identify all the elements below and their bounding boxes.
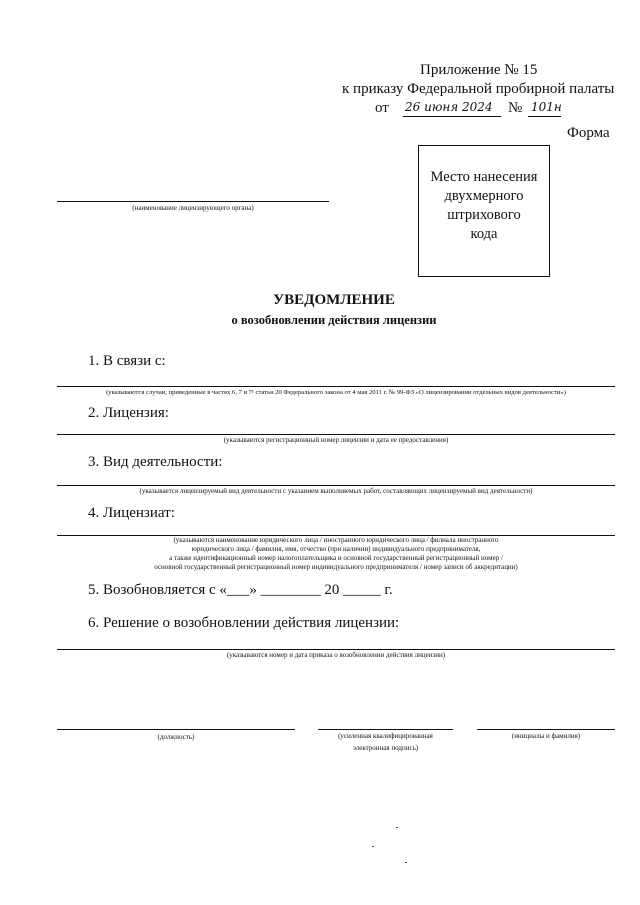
- section-3-label: 3. Вид деятельности:: [88, 454, 223, 470]
- section-4-caption: [57, 536, 615, 572]
- section-1-line: [57, 386, 615, 387]
- authority-caption: (наименование лицензирующего органа): [132, 204, 254, 212]
- section-6-caption: (указываются номер и дата приказа о возобновлении действия лицензии): [226, 651, 446, 659]
- scan-speck: [372, 846, 374, 847]
- signature-line: [318, 729, 453, 730]
- signature-caption-line-1: (усиленная квалифицированная: [338, 732, 433, 740]
- number-underline: [528, 116, 561, 117]
- barcode-line-3: штрихового: [447, 207, 521, 223]
- order-date-line: [375, 99, 615, 119]
- position-line: [57, 729, 295, 730]
- barcode-line-2: двухмерного: [444, 188, 524, 204]
- section-6-line: [57, 649, 615, 650]
- section-4-label: 4. Лицензиат:: [88, 505, 175, 521]
- date-underline: [403, 116, 501, 117]
- section-4-caption-line-3: а также идентификационный номер налогоплательщика и основной государственный регистрационный номер /: [169, 554, 503, 562]
- document-title: УВЕДОМЛЕНИЕ: [273, 292, 395, 308]
- number-handwritten: 101н: [531, 100, 562, 114]
- section-6-label: 6. Решение о возобновлении действия лицензии:: [88, 615, 400, 631]
- date-prefix: от: [375, 100, 389, 116]
- section-2-line: [57, 434, 615, 435]
- position-caption: (должность): [157, 733, 195, 741]
- number-label: №: [508, 100, 523, 116]
- barcode-line-4: кода: [470, 226, 498, 242]
- section-1-label: 1. В связи с:: [88, 353, 166, 369]
- document-subtitle: о возобновлении действия лицензии: [231, 313, 437, 327]
- section-4-caption-line-2: юридического лица / фамилия, имя, отчество (при наличии) индивидуального предпринимателя,: [191, 545, 481, 553]
- appendix-number: Приложение № 15: [420, 62, 538, 78]
- date-handwritten: 26 июня 2024: [405, 100, 493, 114]
- scan-speck: [405, 862, 407, 863]
- signature-caption: [318, 732, 453, 753]
- barcode-placeholder: [418, 145, 550, 277]
- name-caption: (инициалы и фамилия): [511, 732, 581, 740]
- section-4-caption-line-1: (указываются наименование юридического лица / иностранного юридического лица / филиала иностранного: [173, 536, 499, 544]
- barcode-line-1: Место нанесения: [430, 169, 538, 185]
- section-1-caption: (указываются случаи, приведенные в частях 6, 7 и 7¹ статьи 20 Федерального закона от 4 мая 2011 г. № 99-ФЗ «О лицензировании отдельных видов деятельности»): [106, 389, 566, 396]
- section-3-caption: (указывается лицензируемый вид деятельности с указанием выполняемых работ, составляющих лицензируемый вид деятельности): [139, 487, 533, 495]
- barcode-placeholder-text: [419, 168, 549, 244]
- signature-caption-line-2: электронная подпись): [352, 744, 419, 752]
- order-reference: к приказу Федеральной пробирной палаты: [342, 81, 615, 97]
- section-4-caption-line-4: основной государственный регистрационный номер индивидуального предпринимателя / номер записи об аккредитации): [154, 563, 518, 571]
- section-2-caption: (указываются регистрационный номер лицензии и дата ее предоставления): [223, 436, 449, 444]
- name-line: [477, 729, 615, 730]
- section-2-label: 2. Лицензия:: [88, 405, 169, 421]
- form-label: Форма: [567, 125, 610, 141]
- scan-speck: [396, 827, 398, 828]
- section-3-line: [57, 485, 615, 486]
- authority-line: [57, 201, 329, 202]
- section-5-label: 5. Возобновляется с «___» ________ 20 _____ г.: [88, 582, 393, 598]
